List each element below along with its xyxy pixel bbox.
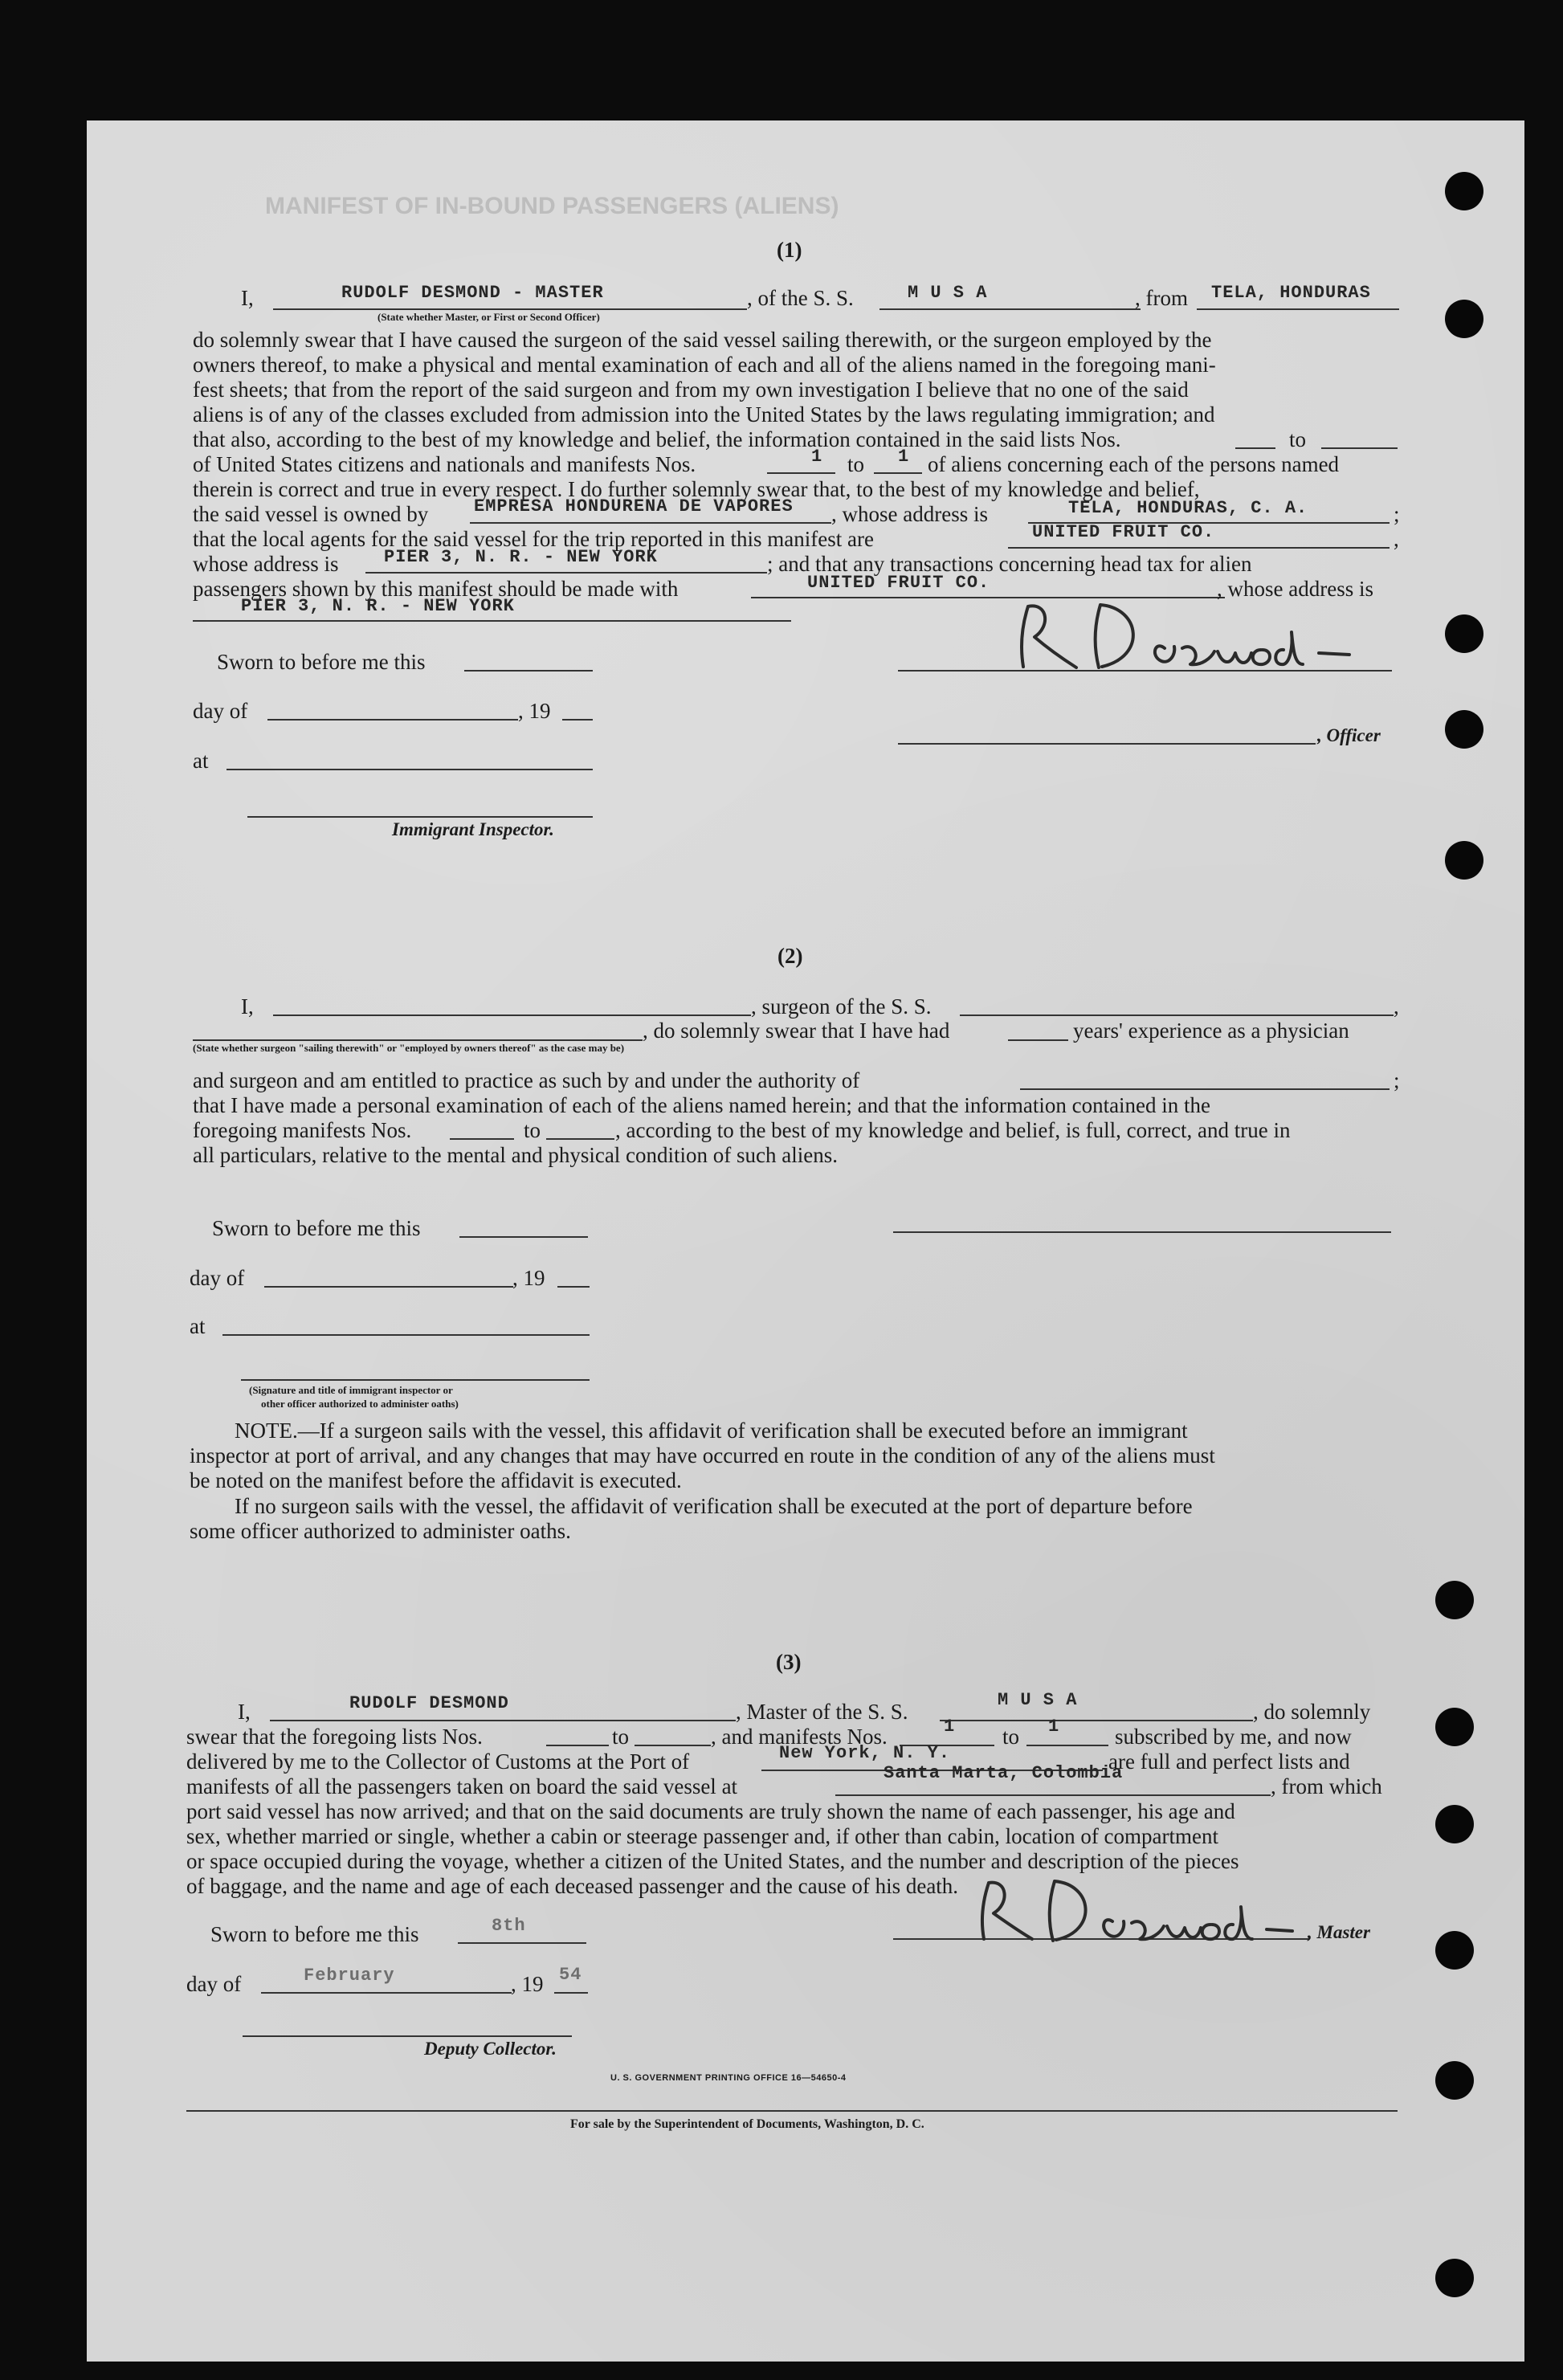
section2-number: (2) <box>777 944 803 968</box>
vessel-line <box>879 308 1141 310</box>
s3-lists-from-line <box>546 1745 609 1746</box>
s3-line1c: , and manifests Nos. <box>711 1725 888 1749</box>
s1-line1: do solemnly swear that I have caused the surgeon of the said vessel sailing therewith, or the surgeon employed by the <box>193 328 1212 352</box>
s1-line8a: the said vessel is owned by <box>193 502 429 526</box>
punch-hole <box>1435 1805 1474 1843</box>
s3-year: , 19 <box>511 1972 544 1996</box>
s3-line1b: to <box>612 1725 630 1749</box>
s2-day-of: day of <box>190 1266 245 1290</box>
s1-line9a: that the local agents for the said vessel for the trip reported in this manifest are <box>193 527 874 551</box>
lists-from-line <box>1235 447 1275 449</box>
s2-witness-line <box>241 1379 590 1381</box>
s1-line3: fest sheets; that from the report of the said surgeon and from my own investigation I believe that no one of the said <box>193 378 1189 402</box>
s3-vessel-line <box>940 1720 1253 1721</box>
s3-i: I, <box>238 1700 251 1724</box>
s1-line4: aliens is of any of the classes excluded from admission into the United States by the laws regulating immigration; and <box>193 402 1215 427</box>
s2-sworn-line <box>459 1236 588 1238</box>
s3-deputy-line <box>243 2035 572 2037</box>
punch-hole <box>1435 1708 1474 1746</box>
officer-name-value: RUDOLF DESMOND - MASTER <box>341 283 604 303</box>
s2-note-p2: inspector at port of arrival, and any changes that may have occurred en route in the condition of any of the aliens must <box>190 1443 1215 1468</box>
s3-year-value: 54 <box>559 1965 582 1985</box>
s3-manifest-from-value: 1 <box>944 1717 956 1737</box>
s2-sig-line <box>893 1231 1391 1233</box>
s3-vessel-value: M U S A <box>998 1690 1078 1710</box>
s1-year-line <box>562 719 593 721</box>
s3-day-of: day of <box>186 1972 242 1996</box>
s1-sworn-line <box>464 670 593 672</box>
section3-number: (3) <box>776 1650 802 1674</box>
s1-at: at <box>193 749 209 773</box>
footer-rule <box>186 2110 1398 2112</box>
s1-officer-line <box>898 743 1316 745</box>
owner-value: EMPRESA HONDURENA DE VAPORES <box>474 496 794 516</box>
s2-at-line <box>222 1334 590 1336</box>
s1-line6a: of United States citizens and nationals and manifests Nos. <box>193 452 696 476</box>
head-tax-agent-value: UNITED FRUIT CO. <box>807 573 990 593</box>
s1-year: , 19 <box>518 699 551 723</box>
s1-line9c: , <box>1394 527 1399 551</box>
vessel-value: M U S A <box>908 283 988 303</box>
s2-vessel-line <box>960 1014 1394 1016</box>
s2-year: , 19 <box>512 1266 545 1290</box>
s3-lists-to-line <box>635 1745 711 1746</box>
s2-manifest-from-line <box>450 1138 514 1140</box>
punch-hole <box>1445 300 1483 338</box>
s2-semicolon: ; <box>1394 1068 1400 1092</box>
s1-line11b: , whose address is <box>1217 577 1373 601</box>
s3-embark-line <box>835 1794 1271 1796</box>
s3-master-name-value: RUDOLF DESMOND <box>349 1693 509 1713</box>
punch-hole <box>1445 710 1483 749</box>
head-tax-address-value: PIER 3, N. R. - NEW YORK <box>241 596 515 616</box>
s1-line2: owners thereof, to make a physical and mental examination of each and all of the aliens named in the foregoing mani- <box>193 353 1216 377</box>
of-ss-label: , of the S. S. <box>747 286 854 310</box>
s2-day-line <box>264 1286 513 1288</box>
s3-sworn-day-value: 8th <box>492 1916 526 1936</box>
s3-line5: sex, whether married or single, whether a cabin or steerage passenger and, if other than cabin, location of compartment <box>186 1824 1219 1848</box>
s3-embark-value: Santa Marta, Colombia <box>884 1763 1124 1783</box>
master-signature <box>960 1872 1321 1948</box>
s2-status-line <box>193 1039 643 1041</box>
s2-sig-note1: (Signature and title of immigrant inspector or <box>249 1384 453 1396</box>
s1-line11a: passengers shown by this manifest should be made with <box>193 577 679 601</box>
s1-inspector-label: Immigrant Inspector. <box>392 819 554 839</box>
s3-sworn: Sworn to before me this <box>210 1922 419 1946</box>
s2-surgeon-of: , surgeon of the S. S. <box>751 994 932 1019</box>
s1-sworn: Sworn to before me this <box>217 650 426 674</box>
s1-day-of: day of <box>193 699 248 723</box>
officer-note: (State whether Master, or First or Second Officer) <box>377 311 600 323</box>
s1-at-line <box>226 769 593 770</box>
officer-signature <box>1004 590 1406 679</box>
s2-sworn: Sworn to before me this <box>212 1216 421 1240</box>
from-port-line <box>1197 308 1399 310</box>
from-label: , from <box>1135 286 1188 310</box>
s2-note-p3: be noted on the manifest before the affidavit is executed. <box>190 1468 682 1492</box>
s2-line3a: foregoing manifests Nos. <box>193 1118 412 1142</box>
s1-line5a: that also, according to the best of my knowledge and belief, the information contained in the said lists Nos. <box>193 427 1121 451</box>
s3-master-of: , Master of the S. S. <box>736 1700 908 1724</box>
s3-line1e: subscribed by me, and now <box>1115 1725 1352 1749</box>
s3-master-name-line <box>270 1720 736 1721</box>
s2-authority-line <box>1020 1088 1390 1090</box>
s2-i: I, <box>241 994 254 1019</box>
s2-sig-note2: other officer authorized to administer oaths) <box>261 1398 459 1410</box>
s2-note: (State whether surgeon "sailing therewith" or "employed by owners thereof" as the case may be) <box>193 1042 625 1054</box>
punch-hole <box>1445 172 1483 210</box>
manifest-to-line <box>874 472 922 474</box>
s3-month-value: February <box>304 1966 395 1986</box>
agents-address-line <box>365 572 767 574</box>
s2-surgeon-name-line <box>273 1014 751 1016</box>
s1-line5b: to <box>1289 427 1307 451</box>
s2-note-p1: NOTE.—If a surgeon sails with the vessel, this affidavit of verification shall be executed before an immigrant <box>235 1419 1188 1443</box>
s2-line3b: to <box>524 1118 541 1142</box>
s3-line2a: delivered by me to the Collector of Customs at the Port of <box>186 1749 690 1774</box>
punch-hole <box>1435 1581 1474 1619</box>
faint-header-line1: MANIFEST OF IN-BOUND PASSENGERS (ALIENS) <box>265 193 839 219</box>
s1-line10a: whose address is <box>193 552 339 576</box>
s2-line1: and surgeon and am entitled to practice as such by and under the authority of <box>193 1068 860 1092</box>
officer-name-line <box>273 308 747 310</box>
s3-master-label: , Master <box>1308 1922 1370 1942</box>
s3-deputy-label: Deputy Collector. <box>424 2039 557 2059</box>
manifest-to-value: 1 <box>898 447 910 467</box>
s3-manifest-to-value: 1 <box>1048 1717 1060 1737</box>
punch-hole <box>1445 841 1483 880</box>
head-tax-address-line <box>193 620 791 622</box>
s2-year-line <box>557 1286 590 1288</box>
punch-hole <box>1435 2259 1474 2297</box>
s2-line3c: , according to the best of my knowledge and belief, is full, correct, and true in <box>615 1118 1291 1142</box>
owner-address-value: TELA, HONDURAS, C. A. <box>1068 498 1308 518</box>
s1-line6c: of aliens concerning each of the persons named <box>928 452 1340 476</box>
s2-line4: all particulars, relative to the mental and physical condition of such aliens. <box>193 1143 838 1167</box>
s1-line6b: to <box>847 452 865 476</box>
s1-line8c: ; <box>1394 502 1400 526</box>
agents-line <box>1008 547 1390 549</box>
s3-manifest-to-line <box>1026 1745 1108 1746</box>
s3-line1a: swear that the foregoing lists Nos. <box>186 1725 483 1749</box>
punch-hole <box>1435 1931 1474 1970</box>
s3-day-line <box>261 1992 512 1994</box>
s1-inspector-line <box>247 816 593 818</box>
s1-line10b: ; and that any transactions concerning head tax for alien <box>767 552 1252 576</box>
printing-office-line: U. S. GOVERNMENT PRINTING OFFICE 16—54650-4 <box>610 2073 847 2083</box>
punch-hole <box>1445 614 1483 653</box>
s3-line1d: to <box>1002 1725 1020 1749</box>
section1-i: I, <box>241 286 254 310</box>
s2-years: years' experience as a physician <box>1073 1019 1349 1043</box>
s2-comma: , <box>1394 994 1399 1019</box>
s3-line3b: , from which <box>1271 1774 1382 1798</box>
from-port-value: TELA, HONDURAS <box>1211 283 1371 303</box>
s2-at: at <box>190 1314 206 1338</box>
section1-number: (1) <box>777 238 802 262</box>
lists-to-line <box>1321 447 1398 449</box>
s3-solemnly: , do solemnly <box>1253 1700 1371 1724</box>
s2-years-line <box>1008 1039 1068 1041</box>
s3-line7: of baggage, and the name and age of each deceased passenger and the cause of his death. <box>186 1874 959 1898</box>
agents-address-value: PIER 3, N. R. - NEW YORK <box>384 547 658 567</box>
s3-line3a: manifests of all the passengers taken on board the said vessel at <box>186 1774 738 1798</box>
owner-line <box>470 522 831 524</box>
s3-year-line <box>554 1992 588 1994</box>
manifest-from-value: 1 <box>811 447 823 467</box>
s2-line2: that I have made a personal examination of each of the aliens named herein; and that the information contained in the <box>193 1093 1211 1117</box>
s1-officer-label: , Officer <box>1317 725 1381 745</box>
s2-manifest-to-line <box>546 1138 614 1140</box>
s3-line4: port said vessel has now arrived; and that on the said documents are truly shown the name of each passenger, his age and <box>186 1799 1235 1823</box>
manifest-from-line <box>767 472 835 474</box>
s3-port-value: New York, N. Y. <box>779 1743 951 1763</box>
s1-line8b: , whose address is <box>831 502 988 526</box>
s3-line2b: are full and perfect lists and <box>1108 1749 1350 1774</box>
punch-hole <box>1435 2061 1474 2100</box>
for-sale-line: For sale by the Superintendent of Documents, Washington, D. C. <box>570 2117 924 2131</box>
agents-value: UNITED FRUIT CO. <box>1032 522 1215 542</box>
s1-day-line <box>267 719 518 721</box>
s3-line6: or space occupied during the voyage, whether a citizen of the United States, and the number and description of the pieces <box>186 1849 1239 1873</box>
s1-line7: therein is correct and true in every respect. I do further solemnly swear that, to the best of my knowledge and belief, <box>193 477 1200 501</box>
s3-sworn-line <box>458 1942 586 1944</box>
s2-note-p5: some officer authorized to administer oaths. <box>190 1519 571 1543</box>
s2-note-p4: If no surgeon sails with the vessel, the affidavit of verification shall be executed at the port of departure before <box>235 1494 1193 1518</box>
s2-swear: , do solemnly swear that I have had <box>643 1019 950 1043</box>
